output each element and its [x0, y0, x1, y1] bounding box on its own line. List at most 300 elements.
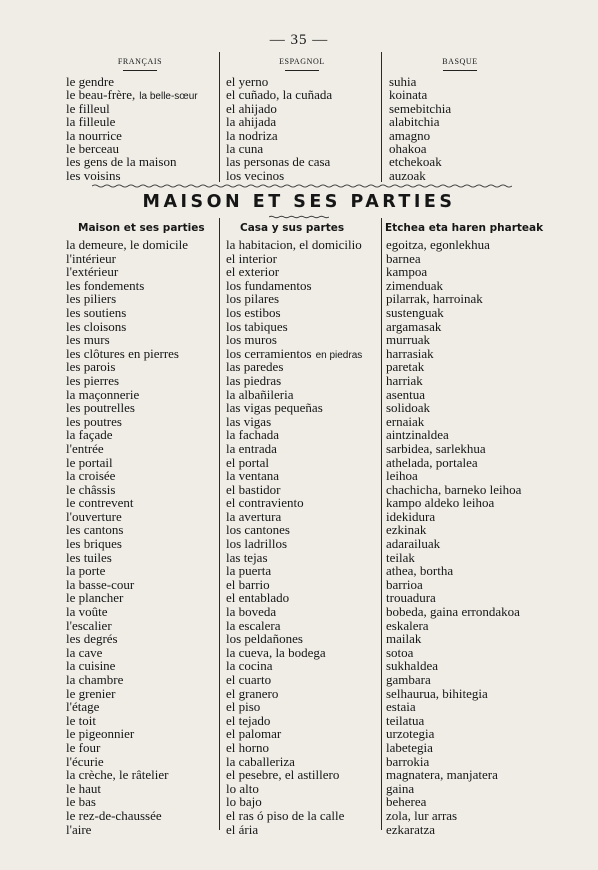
spanish-entry [226, 496, 362, 510]
french-entry-text: les fondements [66, 277, 145, 293]
basque-entry-text: urzotegia [386, 726, 435, 742]
basque-entry-text: barrioa [386, 576, 423, 592]
french-entry [66, 169, 198, 182]
spanish-entry-text: los tabiques [226, 318, 288, 334]
french-entry [66, 292, 188, 306]
basque-entry-text: kampoa [386, 264, 428, 280]
basque-entry [386, 659, 521, 673]
french-entry [66, 456, 188, 470]
basque-entry-text: ezkinak [386, 522, 427, 538]
french-entry-text: le plancher [66, 590, 124, 606]
basque-entry-text: alabitchia [389, 114, 440, 130]
french-entry-text: l'escalier [66, 617, 112, 633]
basque-entry-text: asentua [386, 386, 425, 402]
french-entry [66, 605, 188, 619]
basque-entry-text: zola, lur arras [386, 807, 458, 823]
spanish-entry-text: las piedras [226, 372, 282, 388]
spanish-entry [226, 347, 362, 361]
basque-entry [386, 782, 521, 796]
french-entry [66, 551, 188, 565]
column-rule [381, 52, 382, 182]
basque-entry [386, 292, 521, 306]
spanish-entry-text: los ladrillos [226, 536, 288, 552]
basque-entry-text: trouadura [386, 590, 436, 606]
french-entry [66, 809, 188, 823]
spanish-entry-text: la ventana [226, 468, 280, 484]
basque-entry [386, 347, 521, 361]
spanish-entry [226, 795, 362, 809]
french-column [66, 238, 188, 836]
spanish-entry [226, 115, 332, 128]
basque-entry [386, 795, 521, 809]
french-entry-text: la voûte [66, 604, 108, 620]
basque-entry-text: ohakoa [389, 140, 427, 156]
spanish-entry-text: los muros [226, 332, 277, 348]
french-entry-text: la cave [66, 644, 103, 660]
basque-entry [386, 320, 521, 334]
basque-entry [386, 646, 521, 660]
french-entry-text: le portail [66, 454, 113, 470]
basque-entry-text: paretak [386, 359, 425, 375]
spanish-entry-text: el portal [226, 454, 269, 470]
spanish-entry [226, 442, 362, 456]
spanish-entry [226, 510, 362, 524]
spanish-entry [226, 714, 362, 728]
basque-entry [389, 155, 451, 168]
spanish-entry [226, 632, 362, 646]
french-entry-text: le haut [66, 780, 102, 796]
basque-entry-text: eskalera [386, 617, 429, 633]
spanish-entry-text: la nodriza [226, 127, 278, 143]
spanish-entry-text: la cueva, la bodega [226, 644, 326, 660]
spanish-entry [226, 102, 332, 115]
spanish-entry-text: el tejado [226, 712, 271, 728]
french-entry [66, 374, 188, 388]
basque-entry-text: bobeda, gaina errondakoa [386, 604, 520, 620]
french-entry [66, 483, 188, 497]
french-entry [66, 646, 188, 660]
basque-entry [386, 306, 521, 320]
french-entry [66, 347, 188, 361]
spanish-entry-text: el ras ó piso de la calle [226, 807, 345, 823]
spanish-entry [226, 537, 362, 551]
basque-entry [389, 142, 451, 155]
french-entry [66, 115, 198, 128]
spanish-entry-text: la albañileria [226, 386, 294, 402]
spanish-entry-text: los estibos [226, 304, 281, 320]
spanish-entry-text: lo bajo [226, 794, 262, 810]
spanish-entry [226, 360, 362, 374]
basque-entry [386, 401, 521, 415]
spanish-entry [226, 619, 362, 633]
spanish-entry-text: la puerta [226, 563, 272, 579]
french-entry [66, 279, 188, 293]
french-entry-text: l'intérieur [66, 250, 116, 266]
french-entry-text: la cuisine [66, 658, 116, 674]
header-basque-label: BASQUE [442, 57, 478, 66]
basque-entry-text: harriak [386, 372, 423, 388]
basque-entry [386, 714, 521, 728]
basque-entry-text: chachicha, barneko leihoa [386, 481, 522, 497]
spanish-entry-text: la ahijada [226, 114, 277, 130]
basque-entry-text: suhia [389, 74, 417, 89]
spanish-entry [226, 279, 362, 293]
french-entry [66, 768, 188, 782]
title-ornament [269, 215, 329, 219]
french-entry [66, 360, 188, 374]
spanish-entry [226, 782, 362, 796]
french-entry-text: le filleul [66, 100, 110, 116]
spanish-entry-text: el ária [226, 821, 259, 837]
french-entry [66, 823, 188, 837]
basque-entry-text: solidoak [386, 400, 431, 416]
spanish-entry-text: las personas de casa [226, 154, 331, 170]
spanish-entry [226, 823, 362, 837]
header-underline [123, 70, 157, 71]
french-entry-text: l'écurie [66, 753, 104, 769]
basque-entry [386, 564, 521, 578]
basque-entry-text: athelada, portalea [386, 454, 478, 470]
french-entry [66, 496, 188, 510]
french-entry-text: les soutiens [66, 304, 127, 320]
french-entry [66, 442, 188, 456]
spanish-entry-text: los fundamentos [226, 277, 312, 293]
spanish-entry [226, 523, 362, 537]
french-entry [66, 795, 188, 809]
spanish-entry [226, 292, 362, 306]
french-entry-text: le beau-frère, [66, 87, 136, 103]
french-entry-text: la porte [66, 563, 106, 579]
basque-entry [386, 687, 521, 701]
basque-entry [386, 700, 521, 714]
basque-entry [386, 551, 521, 565]
spanish-entry [226, 401, 362, 415]
spanish-entry-text: las paredes [226, 359, 284, 375]
french-entry-text: les cantons [66, 522, 124, 538]
french-entry [66, 265, 188, 279]
basque-entry [386, 741, 521, 755]
french-entry-text: les voisins [66, 167, 121, 183]
french-entry [66, 564, 188, 578]
spanish-entry [226, 659, 362, 673]
spanish-entry [226, 687, 362, 701]
header-french-label: FRANÇAIS [117, 57, 163, 66]
spanish-entry-text: los peldañones [226, 631, 303, 647]
basque-entry [386, 456, 521, 470]
french-entry [66, 510, 188, 524]
basque-entry [386, 632, 521, 646]
french-entry [66, 632, 188, 646]
spanish-column [226, 238, 362, 836]
column-rule [219, 218, 220, 830]
basque-entry [386, 374, 521, 388]
french-entry-text: les parois [66, 359, 116, 375]
french-entry-text: les clôtures en pierres [66, 345, 179, 361]
basque-entry [386, 523, 521, 537]
basque-entry-text: sotoa [386, 644, 414, 660]
basque-entry-text: athea, bortha [386, 563, 454, 579]
basque-entry [386, 238, 521, 252]
spanish-entry-text: el entablado [226, 590, 290, 606]
spanish-entry [226, 169, 332, 182]
french-entry [66, 755, 188, 769]
basque-entry-text: sarbidea, sarlekhua [386, 440, 486, 456]
french-entry-text: le pigeonnier [66, 726, 135, 742]
top-basque-column [389, 75, 451, 182]
basque-entry-text: ezkaratza [386, 821, 436, 837]
basque-entry [389, 129, 451, 142]
french-entry [66, 238, 188, 252]
basque-entry [389, 88, 451, 101]
basque-entry [386, 809, 521, 823]
french-entry [66, 306, 188, 320]
basque-entry [386, 428, 521, 442]
spanish-entry [226, 809, 362, 823]
french-entry [66, 469, 188, 483]
french-entry-text: les pierres [66, 372, 120, 388]
spanish-entry [226, 374, 362, 388]
french-entry [66, 88, 198, 101]
basque-entry [386, 823, 521, 837]
spanish-entry-text: el yerno [226, 74, 269, 89]
top-french-column [66, 75, 198, 182]
spanish-entry-text: la boveda [226, 604, 277, 620]
spanish-entry [226, 741, 362, 755]
subheader-basque: Etchea eta haren pharteak [385, 222, 544, 234]
header-basque [408, 57, 512, 71]
french-entry [66, 142, 198, 155]
french-entry [66, 537, 188, 551]
french-entry-text: les poutres [66, 413, 122, 429]
basque-entry-text: estaia [386, 699, 416, 715]
basque-entry-text: gambara [386, 672, 431, 687]
basque-entry [386, 768, 521, 782]
basque-entry-text: teilatua [386, 712, 425, 728]
french-entry-text: les briques [66, 536, 122, 552]
french-entry [66, 714, 188, 728]
basque-entry-text: zimenduak [386, 277, 444, 293]
spanish-entry [226, 673, 362, 687]
french-entry [66, 741, 188, 755]
french-entry-text: le contrevent [66, 495, 134, 511]
french-entry [66, 782, 188, 796]
spanish-entry [226, 306, 362, 320]
french-entry-text: la maçonnerie [66, 386, 140, 402]
basque-entry [389, 115, 451, 128]
spanish-entry [226, 75, 332, 88]
spanish-entry-text: el barrio [226, 576, 270, 592]
spanish-entry [226, 469, 362, 483]
spanish-entry-text: el cuarto [226, 672, 272, 687]
french-entry [66, 415, 188, 429]
basque-entry [386, 591, 521, 605]
french-entry [66, 320, 188, 334]
basque-entry [386, 252, 521, 266]
spanish-entry [226, 252, 362, 266]
french-entry-text: le berceau [66, 140, 120, 156]
spanish-entry [226, 456, 362, 470]
spanish-entry [226, 755, 362, 769]
spanish-entry-text: la caballeriza [226, 753, 295, 769]
spanish-entry-text: el ahijado [226, 100, 277, 116]
spanish-entry-text: el bastidor [226, 481, 281, 497]
spanish-entry [226, 646, 362, 660]
french-entry-text: les cloisons [66, 318, 127, 334]
basque-entry [386, 483, 521, 497]
spanish-entry [226, 142, 332, 155]
french-entry-text: les tuiles [66, 549, 112, 565]
basque-entry-text: etchekoak [389, 154, 442, 170]
spanish-entry [226, 768, 362, 782]
spanish-entry-small-text: en piedras [315, 349, 363, 361]
spanish-entry [226, 727, 362, 741]
spanish-entry [226, 591, 362, 605]
spanish-entry-text: la cuna [226, 140, 264, 156]
header-underline [285, 70, 319, 71]
basque-entry [386, 727, 521, 741]
spanish-entry-text: el piso [226, 699, 261, 715]
basque-entry [386, 415, 521, 429]
basque-entry-text: selhaurua, bihitegia [386, 685, 488, 701]
section-title: MAISON ET SES PARTIES [142, 192, 456, 212]
basque-entry-text: auzoak [389, 167, 426, 183]
column-rule [381, 218, 382, 830]
spanish-entry-text: el pesebre, el astillero [226, 767, 340, 783]
spanish-entry [226, 88, 332, 101]
basque-entry-text: barrokia [386, 753, 430, 769]
french-entry-text: la croisée [66, 468, 116, 484]
french-entry [66, 333, 188, 347]
spanish-entry-text: las vigas pequeñas [226, 400, 323, 416]
header-underline [443, 70, 477, 71]
spanish-entry-text: el horno [226, 739, 269, 755]
basque-entry-text: harrasiak [386, 345, 434, 361]
spanish-entry-text: la escalera [226, 617, 281, 633]
spanish-entry-text: el palomar [226, 726, 282, 742]
french-entry-text: les piliers [66, 291, 117, 307]
basque-entry-text: idekidura [386, 508, 436, 524]
basque-entry-text: mailak [386, 631, 422, 647]
spanish-entry [226, 483, 362, 497]
basque-entry-text: magnatera, manjatera [386, 767, 498, 783]
spanish-entry-text: la entrada [226, 440, 277, 456]
basque-entry-text: egoitza, egonlekhua [386, 237, 490, 252]
french-entry [66, 155, 198, 168]
french-entry [66, 252, 188, 266]
french-entry [66, 129, 198, 142]
basque-entry [386, 469, 521, 483]
french-entry-small-text: la belle-sœur [139, 91, 198, 103]
spanish-entry-text: lo alto [226, 780, 259, 796]
french-entry-text: le grenier [66, 685, 116, 701]
wavy-separator [92, 183, 512, 189]
spanish-entry-text: el granero [226, 685, 279, 701]
top-spanish-column [226, 75, 332, 182]
basque-entry-text: leihoa [386, 468, 418, 484]
basque-entry-text: teilak [386, 549, 415, 565]
french-entry-text: l'entrée [66, 440, 104, 456]
spanish-entry-text: los pilares [226, 291, 280, 307]
basque-entry [386, 619, 521, 633]
header-spanish [250, 57, 354, 71]
french-entry-text: la demeure, le domicile [66, 237, 189, 252]
spanish-entry [226, 238, 362, 252]
page-number: — 35 — [269, 32, 329, 48]
spanish-entry [226, 155, 332, 168]
basque-entry [386, 388, 521, 402]
spanish-entry [226, 564, 362, 578]
french-entry-text: les degrés [66, 631, 118, 647]
basque-entry [386, 578, 521, 592]
spanish-entry-text: la avertura [226, 508, 282, 524]
column-rule [219, 52, 220, 182]
french-entry-text: le rez-de-chaussée [66, 807, 162, 823]
spanish-entry [226, 320, 362, 334]
spanish-entry-text: las vigas [226, 413, 272, 429]
header-french [88, 57, 192, 71]
subheader-spanish: Casa y sus partes [240, 222, 345, 234]
basque-entry-text: semebitchia [389, 100, 452, 116]
basque-entry [386, 605, 521, 619]
spanish-entry-text: el contraviento [226, 495, 304, 511]
french-entry-text: les murs [66, 332, 110, 348]
basque-entry [386, 537, 521, 551]
spanish-entry [226, 265, 362, 279]
spanish-entry-text: el exterior [226, 264, 280, 280]
basque-entry [389, 169, 451, 182]
spanish-entry [226, 333, 362, 347]
spanish-entry-text: los cantones [226, 522, 290, 538]
french-entry-text: le bas [66, 794, 96, 810]
french-entry-text: le châssis [66, 481, 116, 497]
french-entry [66, 401, 188, 415]
french-entry-text: la nourrice [66, 127, 122, 143]
french-entry [66, 727, 188, 741]
basque-column [386, 238, 521, 836]
basque-entry-text: barnea [386, 250, 421, 266]
french-entry-text: le toit [66, 712, 96, 728]
header-spanish-label: ESPAGNOL [279, 57, 325, 66]
french-entry-text: le four [66, 739, 101, 755]
spanish-entry [226, 700, 362, 714]
basque-entry-text: sustenguak [386, 304, 444, 320]
basque-entry-text: labetegia [386, 739, 433, 755]
french-entry [66, 75, 198, 88]
spanish-entry [226, 605, 362, 619]
spanish-entry-text: los cerramientos [226, 345, 312, 361]
french-entry [66, 102, 198, 115]
french-entry [66, 659, 188, 673]
basque-entry [386, 442, 521, 456]
basque-entry-text: murruak [386, 332, 431, 348]
french-entry-text: la crèche, le râtelier [66, 767, 169, 783]
basque-entry-text: aintzinaldea [386, 427, 449, 443]
french-entry [66, 700, 188, 714]
spanish-entry [226, 129, 332, 142]
basque-entry-text: kampo aldeko leihoa [386, 495, 495, 511]
basque-entry [386, 673, 521, 687]
french-entry-text: l'aire [66, 821, 92, 837]
spanish-entry-text: las tejas [226, 549, 268, 565]
french-entry [66, 578, 188, 592]
basque-entry-text: beherea [386, 794, 427, 810]
french-entry [66, 619, 188, 633]
spanish-entry-text: la cocina [226, 658, 273, 674]
basque-entry [386, 755, 521, 769]
french-entry-text: la basse-cour [66, 576, 135, 592]
french-entry-text: la façade [66, 427, 113, 443]
basque-entry-text: ernaiak [386, 413, 425, 429]
